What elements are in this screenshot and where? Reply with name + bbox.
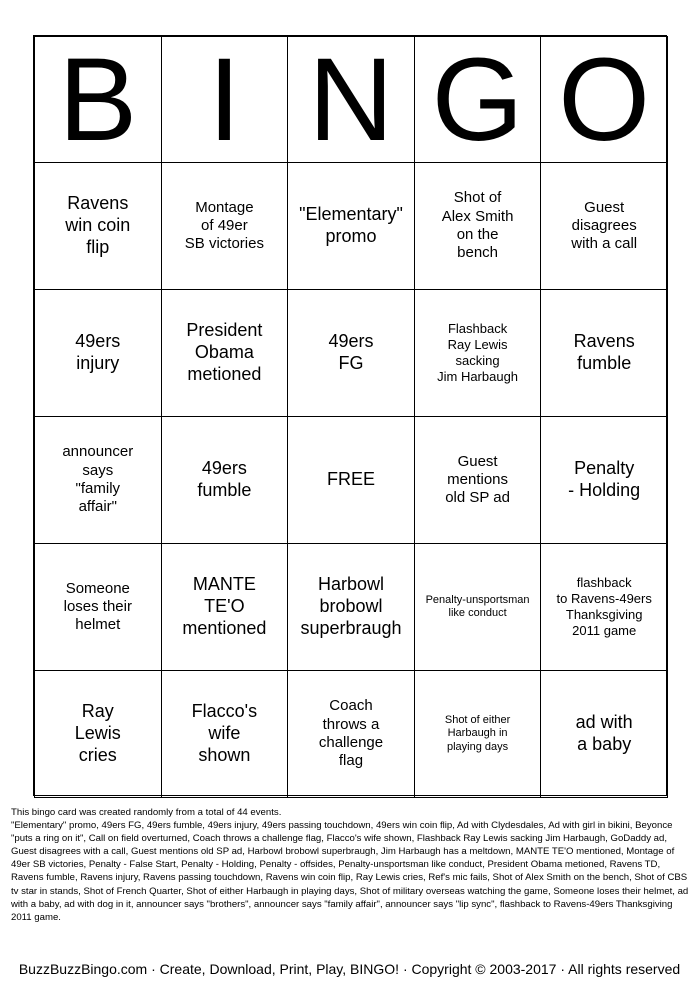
cell-text: 49ers FG <box>328 331 374 373</box>
cell-text: Flacco's wife shown <box>191 701 258 765</box>
events-info <box>11 806 691 924</box>
bingo-cell <box>541 544 668 671</box>
bingo-cell <box>288 671 415 798</box>
events-summary: This bingo card was created randomly from a total of 44 events. <box>11 807 282 818</box>
bingo-header-row <box>35 37 668 163</box>
bingo-cell <box>541 417 668 544</box>
cell-text: Shot of Alex Smith on the bench <box>441 189 514 262</box>
bingo-card <box>33 35 667 796</box>
events-list: "Elementary" promo, 49ers FG, 49ers fumble, 49ers injury, 49ers passing touchdown, 49ers win coin flip, Ad with Clydesdales, Ad with girl in bikini, Beyonce "puts a ring on it", Call on field overturned, Coach throws a challenge flag, Flacco's wife shown, Flashback Ray Lewis sacking Jim Harbaugh, GoDaddy ad, Guest disagrees with a call, Guest mentions old SP ad, Harbowl brobowl superbraugh, Jim Harbaugh has a meltdown, MANTE TE'O mentioned, Montage of 49er SB victories, Penalty - False Start, Penalty - Holding, Penalty - offsides, Penalty-unsportsman like conduct, President Obama metioned, Ravens TD, Ravens fumble, Ravens injury, Ravens passing touchdown, Ravens win coin flip, Ray Lewis cries, Ref's mic fails, Shot of Alex Smith on the bench, Shot of CBS tv star in stands, Shot of French Quarter, Shot of either Harbaugh in playing days, Shot of military overseas watching the game, Someone loses their helmet, ad with a baby, ad with dog in it, announcer says "brothers", announcer says "family affair", announcer says "lip sync", flashback to Ravens-49ers Thanksgiving 2011 game. <box>11 820 689 923</box>
bingo-grid <box>34 33 668 798</box>
bingo-cell <box>288 290 415 417</box>
bingo-cell <box>35 544 162 671</box>
bingo-cell <box>288 163 415 290</box>
bingo-cell <box>35 163 162 290</box>
header-letter-i: I <box>161 37 288 163</box>
bingo-cell <box>414 163 541 290</box>
header-letter-b: B <box>35 37 162 163</box>
cell-text: Coach throws a challenge flag <box>318 697 384 770</box>
cell-text: announcer says "family affair" <box>62 443 134 516</box>
free-space-cell <box>288 417 415 544</box>
header-letter-o: O <box>541 37 668 163</box>
bingo-row <box>35 163 668 290</box>
header-letter-g: G <box>414 37 541 163</box>
bingo-cell <box>35 290 162 417</box>
cell-text: Someone loses their helmet <box>63 579 132 634</box>
cell-text: President Obama metioned <box>186 320 263 384</box>
bingo-cell <box>161 290 288 417</box>
bingo-cell <box>414 671 541 798</box>
bingo-cell <box>161 544 288 671</box>
footer-credits: BuzzBuzzBingo.com · Create, Download, Print, Play, BINGO! · Copyright © 2003-2017 · All rights reserved <box>18 961 681 977</box>
cell-text: Ravens fumble <box>573 331 635 373</box>
header-letter-n: N <box>288 37 415 163</box>
cell-text: Ray Lewis cries <box>74 701 121 765</box>
cell-text: Montage of 49er SB victories <box>184 198 264 253</box>
bingo-cell <box>414 544 541 671</box>
cell-text: 49ers injury <box>75 331 121 373</box>
bingo-row <box>35 671 668 798</box>
cell-text: MANTE TE'O mentioned <box>182 574 267 638</box>
bingo-cell <box>541 671 668 798</box>
bingo-cell <box>161 163 288 290</box>
bingo-cell <box>35 671 162 798</box>
bingo-cell <box>541 163 668 290</box>
bingo-cell <box>288 544 415 671</box>
free-space-text: FREE <box>326 469 375 490</box>
bingo-cell <box>414 290 541 417</box>
cell-text: Penalty - Holding <box>568 458 641 500</box>
cell-text: 49ers fumble <box>197 458 252 500</box>
cell-text: flashback to Ravens-49ers Thanksgiving 2011 game <box>556 575 652 638</box>
cell-text: Penalty-unsportsman like conduct <box>425 593 530 619</box>
cell-text: ad with a baby <box>575 712 633 754</box>
cell-text: Flashback Ray Lewis sacking Jim Harbaugh <box>437 321 519 384</box>
cell-text: Shot of either Harbaugh in playing days <box>444 713 511 753</box>
bingo-cell <box>161 671 288 798</box>
bingo-cell <box>35 417 162 544</box>
bingo-cell <box>541 290 668 417</box>
cell-text: Guest disagrees with a call <box>571 198 638 253</box>
bingo-row <box>35 290 668 417</box>
cell-text: Ravens win coin flip <box>65 193 131 257</box>
bingo-cell <box>414 417 541 544</box>
bingo-cell <box>161 417 288 544</box>
cell-text: Guest mentions old SP ad <box>445 452 510 507</box>
cell-text: Harbowl brobowl superbraugh <box>300 574 402 638</box>
bingo-row <box>35 417 668 544</box>
cell-text: "Elementary" promo <box>299 204 403 246</box>
bingo-row <box>35 544 668 671</box>
